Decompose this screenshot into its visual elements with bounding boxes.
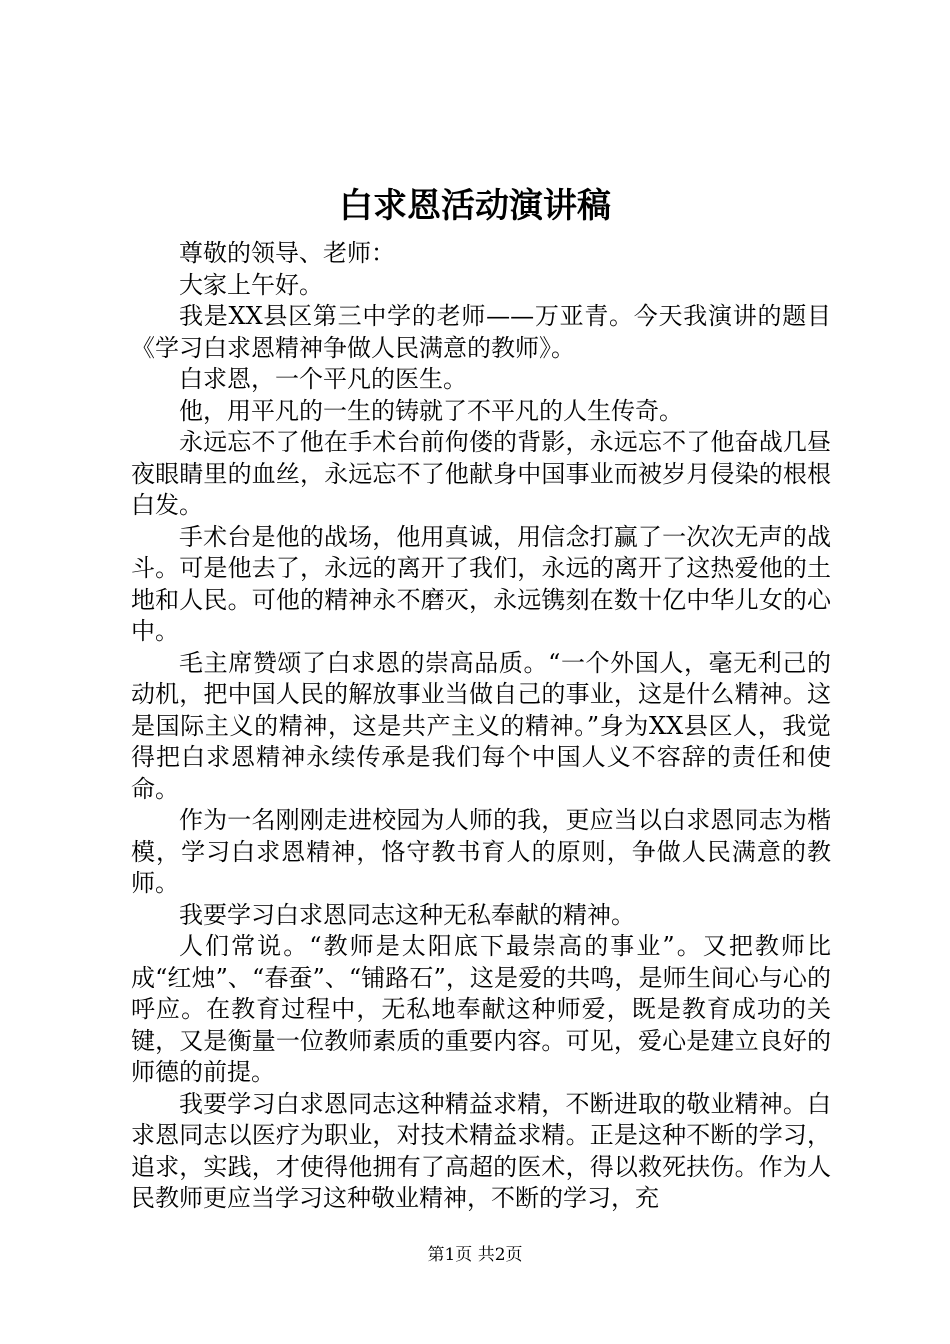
page-footer: 第1页 共2页 <box>427 1245 523 1265</box>
document-body <box>131 238 831 1215</box>
paragraph: 毛主席赞颂了白求恩的崇高品质。“一个外国人，毫无利己的动机，把中国人民的解放事业当做自己的事业，这是什么精神。这是国际主义的精神，这是共产主义的精神。”身为XX县区人，我觉得把白求恩精神永续传承是我们每个中国人义不容辞的责任和使命。 <box>131 648 831 803</box>
paragraph: 永远忘不了他在手术台前佝偻的背影，永远忘不了他奋战几昼夜眼睛里的血丝，永远忘不了他献身中国事业而被岁月侵染的根根白发。 <box>131 428 831 519</box>
paragraph: 大家上午好。 <box>179 270 323 299</box>
paragraph: 作为一名刚刚走进校园为人师的我，更应当以白求恩同志为楷模，学习白求恩精神，恪守教书育人的原则，争做人民满意的教师。 <box>131 806 831 897</box>
paragraph: 白求恩，一个平凡的医生。 <box>179 365 467 393</box>
paragraph: 我要学习白求恩同志这种精益求精，不断进取的敬业精神。白求恩同志以医疗为职业，对技术精益求精。正是这种不断的学习，追求，实践，才使得他拥有了高超的医术，得以救死扶伤。作为人民教师更应当学习这种敬业精神，不断的学习，充 <box>131 1089 831 1212</box>
paragraph: 手术台是他的战场，他用真诚，用信念打赢了一次次无声的战斗。可是他去了，永远的离开了我们，永远的离开了这热爱他的土地和人民。可他的精神永不磨灭，永远镌刻在数十亿中华儿女的心中。 <box>131 522 831 645</box>
paragraph: 我是XX县区第三中学的老师——万亚青。今天我演讲的题目《学习白求恩精神争做人民满意的教师》。 <box>131 302 831 362</box>
paragraph: 人们常说。“教师是太阳底下最崇高的事业”。又把教师比成“红烛”、“春蚕”、“铺路石”，这是爱的共鸣，是师生间心与心的呼应。在教育过程中，无私地奉献这种师爱，既是教育成功的关键，又是衡量一位教师素质的重要内容。可见，爱心是建立良好的师德的前提。 <box>131 932 831 1086</box>
document-title: 白求恩活动演讲稿 <box>339 186 611 226</box>
paragraph: 他，用平凡的一生的铸就了不平凡的人生传奇。 <box>179 396 683 425</box>
paragraph: 尊敬的领导、老师： <box>179 239 395 267</box>
paragraph: 我要学习白求恩同志这种无私奉献的精神。 <box>179 900 635 929</box>
